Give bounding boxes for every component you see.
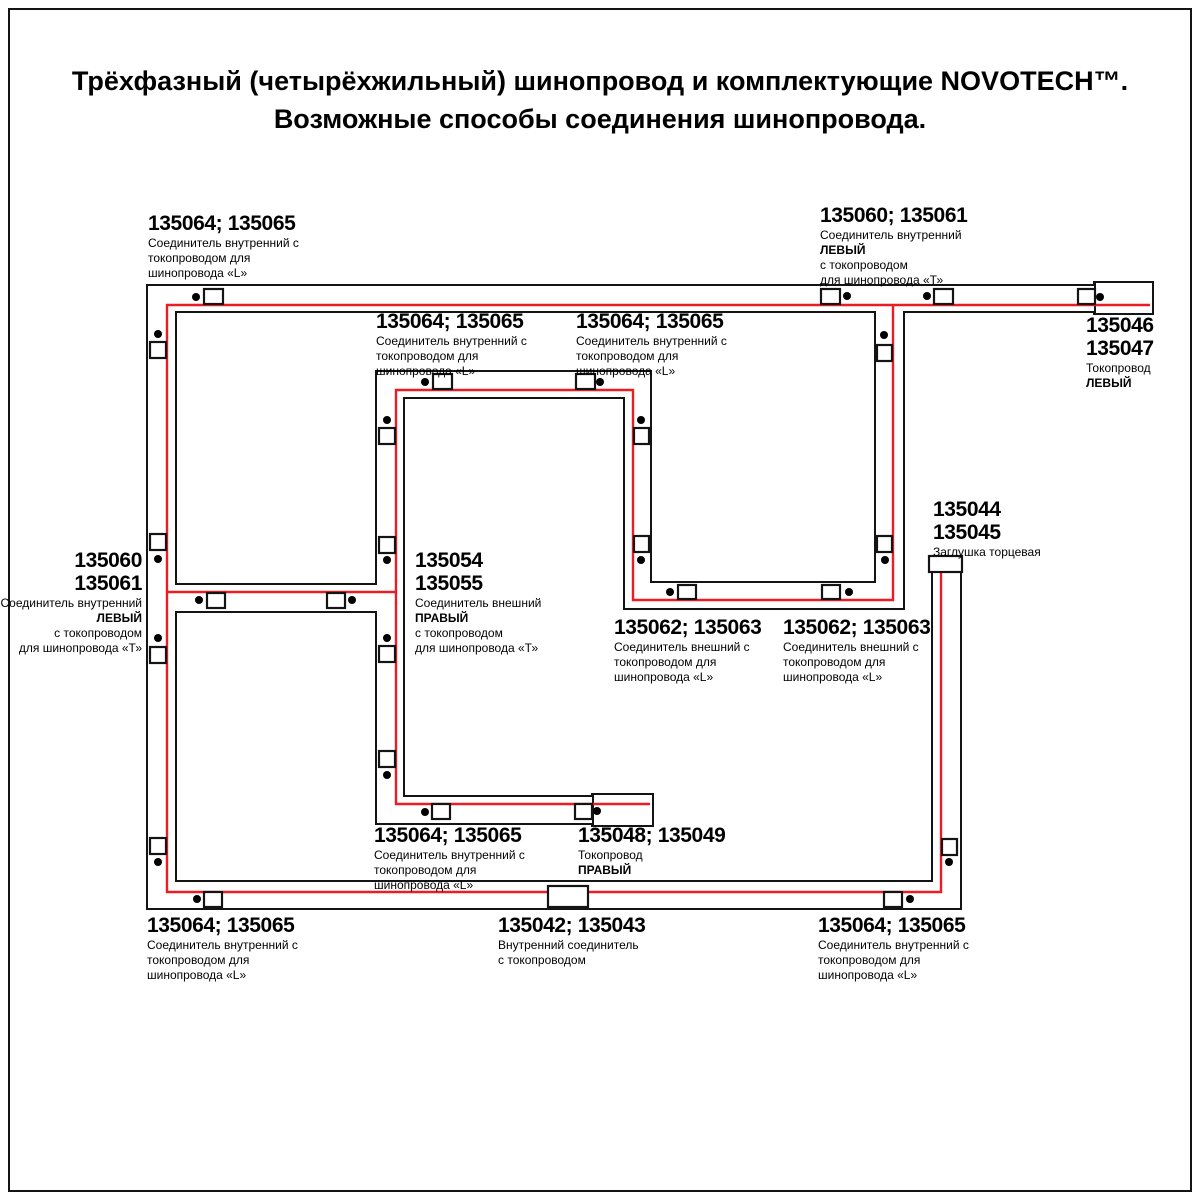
contact-dot (421, 808, 429, 816)
connector-square (432, 804, 450, 819)
contact-dot (383, 771, 391, 779)
label-outer-connector-right: 135062; 135063 Соединитель внешний с токопроводом для шинопровода «L» (783, 616, 931, 684)
part-number: 135047 (1086, 337, 1154, 360)
contact-dot (637, 416, 645, 424)
connector-square (207, 593, 225, 608)
label-inner-connector-mid-left: 135064; 135065 Соединитель внутренний с токопроводом для шинопровода «L» (376, 310, 527, 378)
part-number: 135064; 135065 (818, 914, 966, 937)
title-line-2: Возможные способы соединения шинопровода. (273, 104, 927, 134)
part-number: 135048; 135049 (578, 824, 726, 847)
contact-dot (383, 416, 391, 424)
contact-dot (881, 556, 889, 564)
contact-dot (880, 331, 888, 339)
connector-square (1078, 289, 1095, 304)
connector-square (884, 892, 902, 907)
contact-dot (843, 292, 851, 300)
connector-square (634, 428, 649, 444)
contact-dot (845, 588, 853, 596)
contact-dot (195, 596, 203, 604)
label-feed-right: 135048; 135049 Токопровод ПРАВЫЙ (578, 824, 726, 877)
contact-dot (383, 556, 391, 564)
part-number: 135064; 135065 (147, 914, 295, 937)
part-number: 135045 (933, 521, 1001, 544)
part-number: 135062; 135063 (614, 616, 762, 639)
connector-square (634, 536, 649, 552)
connector-square (379, 537, 395, 553)
part-number: 135042; 135043 (498, 914, 646, 937)
contact-dot (192, 293, 200, 301)
contact-dot (193, 895, 201, 903)
part-number: 135046 (1086, 314, 1154, 337)
contact-dot (637, 556, 645, 564)
connector-square (821, 289, 840, 304)
label-inner-connector-bottom-right: 135064; 135065 Соединитель внутренний с токопроводом для шинопровода «L» (818, 914, 969, 982)
part-number: 135044 (933, 498, 1001, 521)
contact-dot (1096, 293, 1104, 301)
label-inner-connector-bottom-left: 135064; 135065 Соединитель внутренний с токопроводом для шинопровода «L» (147, 914, 298, 982)
label-end-cap: 135044 135045 Заглушка торцевая (933, 498, 1041, 559)
connector-square (150, 534, 166, 550)
part-number: 135060; 135061 (820, 204, 968, 227)
part-number: 135060 (74, 549, 142, 572)
label-inner-connector-bottom-mid: 135064; 135065 Соединитель внутренний с токопроводом для шинопровода «L» (374, 824, 525, 892)
part-number: 135064; 135065 (376, 310, 524, 333)
part-number: 135064; 135065 (576, 310, 724, 333)
part-number: 135055 (415, 572, 483, 595)
title-line-1: Трёхфазный (четырёхжильный) шинопровод и комплектующие NOVOTECH™. (71, 66, 1129, 96)
label-t-connector-outer-right: 135054 135055 Соединитель внешний ПРАВЫЙ с токопроводом для шинопровода «Т» (415, 549, 542, 655)
contact-dot (666, 588, 674, 596)
contact-dot (154, 555, 162, 563)
contact-dot (348, 596, 356, 604)
connector-square (204, 289, 223, 304)
contact-dot (906, 895, 914, 903)
connector-square (379, 751, 395, 767)
connector-square (575, 804, 592, 819)
part-number: 135061 (74, 572, 142, 595)
contact-dot (421, 378, 429, 386)
part-number: 135064; 135065 (148, 212, 296, 235)
contact-dot (154, 634, 162, 642)
straight-connector (548, 886, 588, 907)
part-number: 135062; 135063 (783, 616, 931, 639)
contact-dot (596, 378, 604, 386)
label-feed-left: 135046 135047 Токопровод ЛЕВЫЙ (1086, 314, 1154, 390)
contact-dot (945, 858, 953, 866)
connector-square (150, 838, 166, 854)
label-straight-connector: 135042; 135043 Внутренний соединитель с токопроводом (498, 914, 646, 967)
label-inner-connector-top-left: 135064; 135065 Соединитель внутренний с токопроводом для шинопровода «L» (148, 212, 299, 280)
connector-square (942, 839, 957, 855)
connector-square (877, 345, 892, 361)
connector-square (150, 647, 166, 663)
connector-square (327, 593, 345, 608)
connector-square (150, 342, 166, 358)
contact-dot (923, 292, 931, 300)
connector-square (379, 646, 395, 662)
connector-square (822, 585, 840, 599)
label-inner-connector-mid-right: 135064; 135065 Соединитель внутренний с токопроводом для шинопровода «L» (576, 310, 727, 378)
part-number: 135064; 135065 (374, 824, 522, 847)
connector-square (204, 892, 222, 907)
label-outer-connector-left: 135062; 135063 Соединитель внешний с токопроводом для шинопровода «L» (614, 616, 762, 684)
contact-dot (154, 858, 162, 866)
contact-dot (593, 807, 601, 815)
contact-dot (154, 330, 162, 338)
connector-square (934, 289, 953, 304)
connector-square (678, 585, 696, 599)
part-number: 135054 (415, 549, 483, 572)
label-t-connector-left-side: 135060 135061 Соединитель внутренний ЛЕВЫЙ с токопроводом для шинопровода «Т» (0, 549, 142, 655)
connector-square (877, 536, 892, 552)
label-t-connector-left-top: 135060; 135061 Соединитель внутренний ЛЕВЫЙ с токопроводом для шинопровода «Т» (820, 204, 968, 287)
connector-square (379, 428, 395, 444)
contact-dot (383, 634, 391, 642)
